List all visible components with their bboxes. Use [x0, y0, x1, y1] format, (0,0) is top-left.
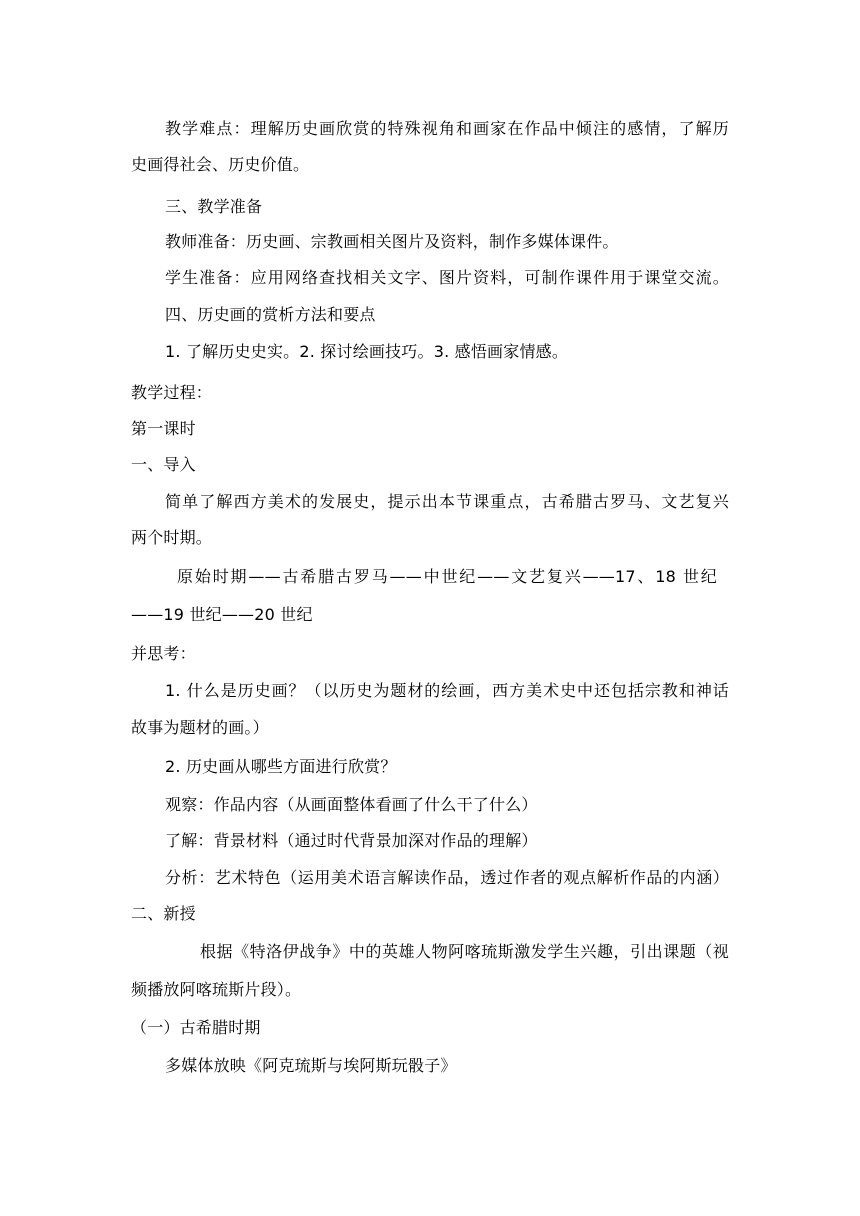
section-heading: 二、新授 [131, 904, 196, 923]
paragraph-line: 观察：作品内容（从画面整体看画了什么干了什么） [165, 795, 538, 814]
timeline-line: 原始时期——古希腊古罗马——中世纪——文艺复兴——17、18 世纪 [177, 567, 717, 586]
section-heading: 四、历史画的赏析方法和要点 [165, 305, 376, 324]
paragraph-line: 两个时期。 [131, 528, 213, 547]
paragraph-line: 教学难点：理解历史画欣赏的特殊视角和画家在作品中倾注的感情，了解历 [165, 119, 729, 138]
paragraph-line: 根据《特洛伊战争》中的英雄人物阿喀琉斯激发学生兴趣，引出课题（视 [200, 942, 729, 961]
paragraph-line: 并思考： [131, 644, 196, 663]
paragraph-line: 教师准备：历史画、宗教画相关图片及资料，制作多媒体课件。 [165, 232, 619, 251]
list-item: 2. 历史画从哪些方面进行欣赏？ [165, 757, 397, 776]
section-heading: （一）古希腊时期 [131, 1018, 261, 1037]
section-heading: 教学过程： [131, 383, 213, 402]
list-item: 1. 什么是历史画？（以历史为题材的绘画，西方美术史中还包括宗教和神话 [165, 681, 729, 700]
section-heading: 一、导入 [131, 455, 196, 474]
paragraph-line: 多媒体放映《阿克琉斯与埃阿斯玩骰子》 [165, 1056, 457, 1075]
list-item: 故事为题材的画。） [131, 718, 269, 737]
section-heading: 第一课时 [131, 419, 196, 438]
paragraph-line: 1. 了解历史史实。2. 探讨绘画技巧。3. 感悟画家情感。 [165, 342, 569, 361]
paragraph-line: 简单了解西方美术的发展史，提示出本节课重点，古希腊古罗马、文艺复兴 [165, 492, 729, 511]
paragraph-line: 频播放阿喀琉斯片段）。 [131, 980, 302, 999]
paragraph-line: 学生准备：应用网络查找相关文字、图片资料，可制作课件用于课堂交流。 [165, 268, 729, 287]
paragraph-line: 史画得社会、历史价值。 [131, 155, 310, 174]
timeline-line: ——19 世纪——20 世纪 [131, 605, 313, 624]
section-heading: 三、教学准备 [165, 197, 263, 216]
paragraph-line: 了解：背景材料（通过时代背景加深对作品的理解） [165, 831, 538, 850]
paragraph-line: 分析：艺术特色（运用美术语言解读作品，透过作者的观点解析作品的内涵） [165, 868, 729, 887]
